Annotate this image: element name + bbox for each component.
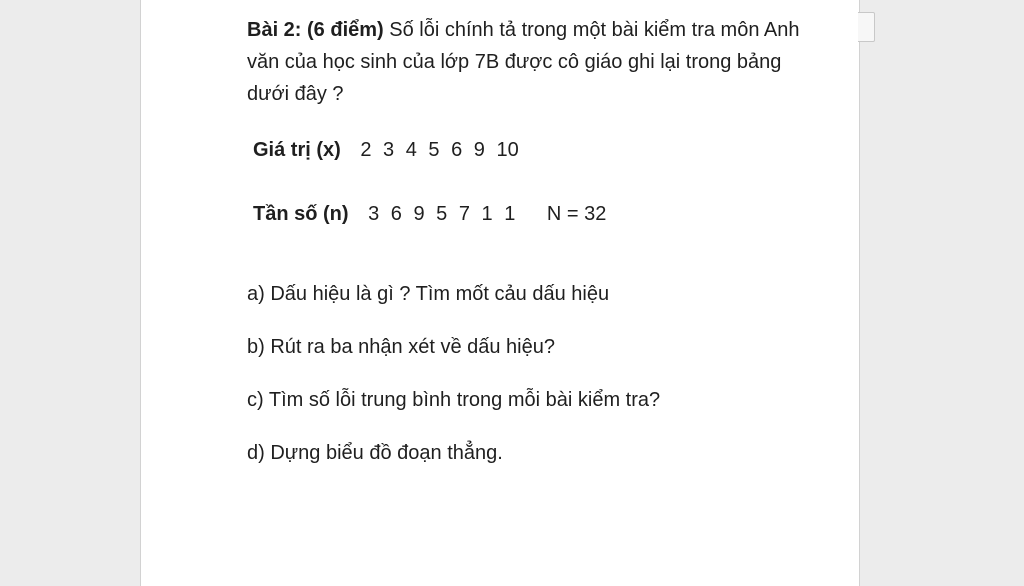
question-d: d) Dựng biểu đồ đoạn thẳng.: [247, 442, 503, 464]
document-content: [247, 14, 807, 464]
value-cell: 4: [405, 139, 417, 161]
question-a: a) Dấu hiệu là gì ? Tìm mốt cảu dấu hiệu: [247, 283, 610, 305]
problem-text: Số lỗi chính tả trong một bài kiểm tra môn Anh văn của học sinh của lớp 7B được cô giáo ghi lại trong bảng dưới đây ?: [247, 19, 800, 105]
document-page: [140, 0, 860, 586]
frequency-total: N = 32: [546, 203, 607, 225]
frequency-cell: 1: [481, 203, 493, 225]
value-cell: 9: [473, 139, 485, 161]
question-b: b) Rút ra ba nhận xét về dấu hiệu?: [247, 336, 555, 358]
value-row: [253, 138, 525, 162]
frequency-cell: 6: [390, 203, 402, 225]
problem-heading: Bài 2: (6 điểm): [247, 19, 384, 41]
value-cell: 3: [383, 139, 395, 161]
frequency-cell: 9: [413, 203, 425, 225]
frequency-row: [253, 202, 606, 226]
frequency-cell: 7: [458, 203, 470, 225]
problem-statement: [247, 14, 807, 110]
frequency-cell: 1: [504, 203, 516, 225]
question-c: c) Tìm số lỗi trung bình trong mỗi bài kiểm tra?: [247, 389, 661, 411]
frequency-cell: 5: [436, 203, 448, 225]
value-cell: 5: [428, 139, 440, 161]
frequency-row-label: Tần số (n): [253, 203, 349, 225]
value-row-label: Giá trị (x): [253, 139, 341, 161]
value-cell: 6: [451, 139, 463, 161]
value-cell: 2: [360, 139, 372, 161]
frequency-cell: 3: [368, 203, 380, 225]
side-panel-tab[interactable]: [858, 12, 875, 42]
value-cell: 10: [496, 139, 519, 161]
